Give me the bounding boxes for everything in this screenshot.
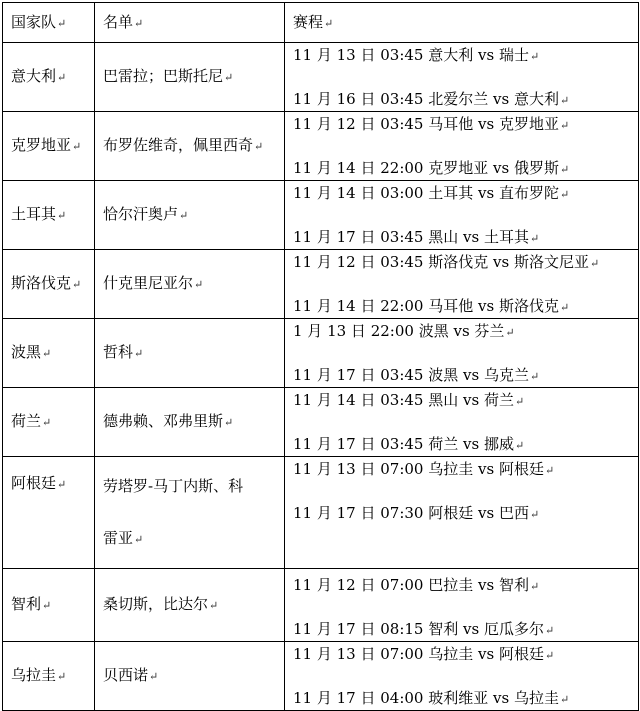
names-cell	[95, 43, 285, 112]
pilcrow-mark: ↵	[559, 119, 570, 132]
names-cell	[95, 112, 285, 181]
team-name: 乌拉圭	[11, 666, 57, 684]
team-cell	[3, 388, 95, 457]
table-row	[3, 569, 639, 642]
names-cell	[95, 250, 285, 319]
match-line: 11 月 17 日 03:45 荷兰 vs 挪威	[293, 435, 514, 453]
schedule-cell	[285, 569, 639, 642]
match-line: 11 月 14 日 22:00 克罗地亚 vs 俄罗斯	[293, 159, 559, 177]
header-team: 国家队	[11, 12, 57, 31]
match-line: 11 月 13 日 03:45 意大利 vs 瑞士	[293, 46, 529, 64]
pilcrow-mark: ↵	[42, 416, 52, 429]
table-row	[3, 642, 639, 711]
names-cell	[95, 642, 285, 711]
names-cell	[95, 457, 285, 569]
match-line: 11 月 17 日 07:30 阿根廷 vs 巴西	[293, 504, 529, 522]
team-cell	[3, 112, 95, 181]
table-row	[3, 250, 639, 319]
pilcrow-mark: ↵	[134, 347, 144, 360]
table-row	[3, 457, 639, 569]
pilcrow-mark: ↵	[57, 670, 67, 683]
player-names: 桑切斯，比达尔	[103, 595, 209, 613]
team-name: 阿根廷	[11, 474, 57, 492]
match-line: 11 月 17 日 04:00 玻利维亚 vs 乌拉圭	[293, 689, 559, 707]
match-line: 11 月 14 日 22:00 马耳他 vs 斯洛伐克	[293, 297, 559, 315]
schedule-cell	[285, 43, 639, 112]
team-name: 意大利	[11, 67, 57, 85]
team-cell	[3, 181, 95, 250]
player-names-line: 雷亚	[103, 529, 134, 547]
team-cell	[3, 457, 95, 569]
pilcrow-mark: ↵	[529, 580, 540, 593]
pilcrow-mark: ↵	[224, 71, 234, 84]
player-names: 德弗赖、邓弗里斯	[103, 412, 224, 430]
header-schedule: 赛程	[293, 12, 324, 31]
header-cell-team	[3, 3, 95, 43]
team-cell	[3, 250, 95, 319]
match-line: 11 月 13 日 07:00 乌拉圭 vs 阿根廷	[293, 645, 544, 663]
pilcrow-mark: ↵	[559, 188, 570, 201]
team-name: 斯洛伐克	[11, 274, 72, 292]
team-name: 智利	[11, 595, 42, 613]
team-cell	[3, 569, 95, 642]
pilcrow-mark: ↵	[42, 347, 52, 360]
pilcrow-mark: ↵	[559, 301, 570, 314]
pilcrow-mark: ↵	[224, 416, 234, 429]
player-names: 什克里尼亚尔	[103, 274, 194, 292]
header-cell-names	[95, 3, 285, 43]
team-cell	[3, 642, 95, 711]
schedule-cell	[285, 181, 639, 250]
pilcrow-mark: ↵	[589, 257, 600, 270]
pilcrow-mark: ↵	[134, 16, 144, 30]
pilcrow-mark: ↵	[544, 464, 555, 477]
team-cell	[3, 43, 95, 112]
match-line: 11 月 12 日 03:45 斯洛伐克 vs 斯洛文尼亚	[293, 253, 589, 271]
pilcrow-mark: ↵	[324, 16, 334, 30]
player-names-line: 劳塔罗-马丁内斯、科	[103, 477, 244, 495]
pilcrow-mark: ↵	[72, 278, 82, 291]
pilcrow-mark: ↵	[505, 326, 515, 339]
pilcrow-mark: ↵	[529, 370, 540, 383]
pilcrow-mark: ↵	[209, 599, 219, 612]
player-names: 哲科	[103, 343, 134, 361]
match-line: 11 月 17 日 08:15 智利 vs 厄瓜多尔	[293, 620, 544, 638]
pilcrow-mark: ↵	[559, 163, 570, 176]
team-name: 荷兰	[11, 412, 42, 430]
names-cell	[95, 569, 285, 642]
pilcrow-mark: ↵	[57, 71, 67, 84]
pilcrow-mark: ↵	[57, 16, 67, 30]
table-row	[3, 388, 639, 457]
pilcrow-mark: ↵	[559, 693, 570, 706]
match-line: 1 月 13 日 22:00 波黑 vs 芬兰	[293, 322, 505, 340]
team-name: 波黑	[11, 343, 42, 361]
pilcrow-mark: ↵	[42, 599, 52, 612]
player-names: 布罗佐维奇，佩里西奇	[103, 136, 254, 154]
pilcrow-mark: ↵	[254, 140, 264, 153]
pilcrow-mark: ↵	[559, 94, 570, 107]
header-cell-schedule	[285, 3, 639, 43]
pilcrow-mark: ↵	[134, 533, 144, 546]
schedule-cell	[285, 319, 639, 388]
pilcrow-mark: ↵	[57, 209, 67, 222]
pilcrow-mark: ↵	[194, 278, 204, 291]
names-cell	[95, 181, 285, 250]
pilcrow-mark: ↵	[72, 140, 82, 153]
match-line: 11 月 14 日 03:00 土耳其 vs 直布罗陀	[293, 184, 559, 202]
pilcrow-mark: ↵	[514, 439, 525, 452]
schedule-cell	[285, 457, 639, 569]
player-names: 恰尔汗奥卢	[103, 205, 179, 223]
schedule-cell	[285, 112, 639, 181]
pilcrow-mark: ↵	[544, 624, 555, 637]
team-name: 克罗地亚	[11, 136, 72, 154]
table-row	[3, 181, 639, 250]
pilcrow-mark: ↵	[529, 232, 540, 245]
table-row	[3, 112, 639, 181]
match-line: 11 月 16 日 03:45 北爱尔兰 vs 意大利	[293, 90, 559, 108]
schedule-cell	[285, 642, 639, 711]
schedule-cell	[285, 250, 639, 319]
team-cell	[3, 319, 95, 388]
table-row	[3, 43, 639, 112]
match-line: 11 月 14 日 03:45 黑山 vs 荷兰	[293, 391, 514, 409]
match-line: 11 月 12 日 07:00 巴拉圭 vs 智利	[293, 576, 529, 594]
schedule-cell	[285, 388, 639, 457]
header-row	[3, 3, 639, 43]
pilcrow-mark: ↵	[149, 670, 159, 683]
player-names: 巴雷拉；巴斯托尼	[103, 67, 224, 85]
pilcrow-mark: ↵	[544, 649, 555, 662]
player-names: 贝西诺	[103, 666, 149, 684]
table-row	[3, 319, 639, 388]
match-line: 11 月 12 日 03:45 马耳他 vs 克罗地亚	[293, 115, 559, 133]
match-line: 11 月 17 日 03:45 黑山 vs 土耳其	[293, 228, 529, 246]
pilcrow-mark: ↵	[529, 50, 540, 63]
header-names: 名单	[103, 12, 134, 31]
match-line: 11 月 13 日 07:00 乌拉圭 vs 阿根廷	[293, 460, 544, 478]
names-cell	[95, 388, 285, 457]
pilcrow-mark: ↵	[529, 508, 540, 521]
pilcrow-mark: ↵	[179, 209, 189, 222]
squad-schedule-table	[2, 2, 639, 711]
match-line: 11 月 17 日 03:45 波黑 vs 乌克兰	[293, 366, 529, 384]
names-cell	[95, 319, 285, 388]
pilcrow-mark: ↵	[514, 395, 525, 408]
team-name: 土耳其	[11, 205, 57, 223]
pilcrow-mark: ↵	[57, 478, 67, 491]
